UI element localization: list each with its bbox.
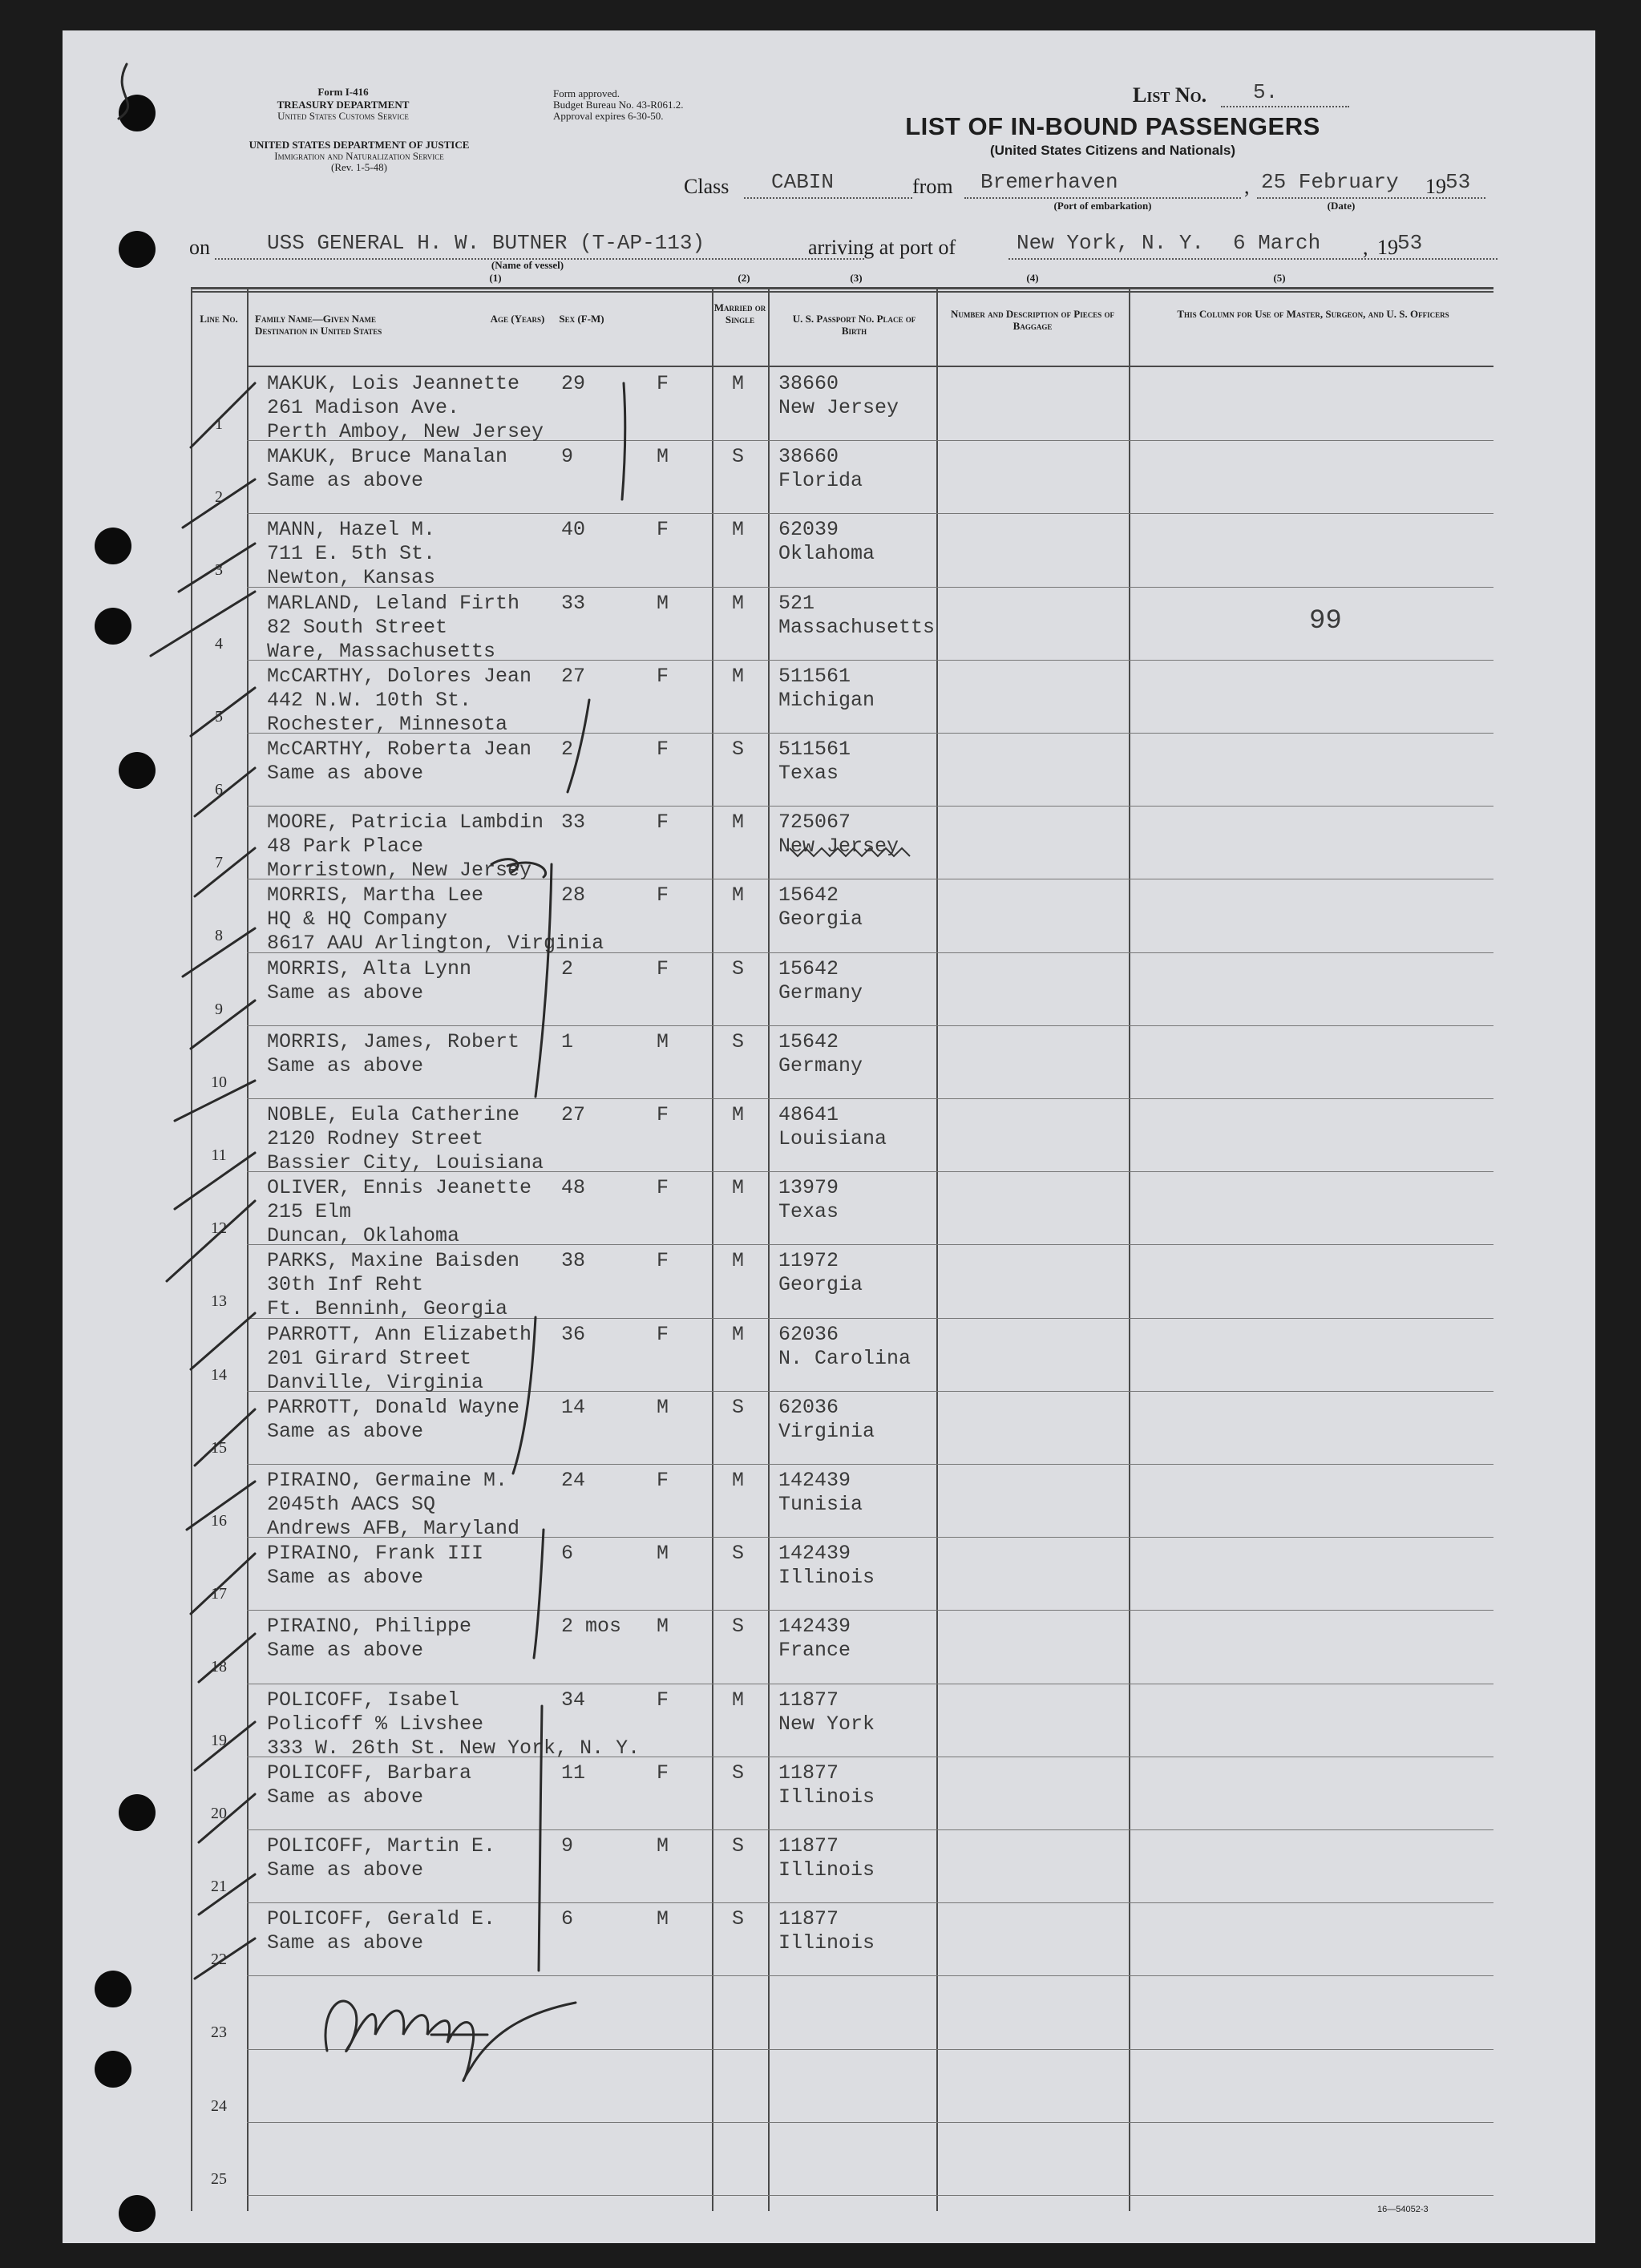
on-label: on xyxy=(189,236,210,259)
line-number: 24 xyxy=(211,2096,227,2115)
passport-number: 11877 xyxy=(778,1907,839,1931)
check-mark xyxy=(191,1001,255,1049)
passenger-age: 1 xyxy=(561,1029,574,1053)
passenger-marital: S xyxy=(732,1395,745,1419)
passenger-address: HQ & HQ Company xyxy=(267,908,448,932)
line-number: 23 xyxy=(211,2023,227,2042)
passenger-address: 2045th AACS SQ xyxy=(267,1493,436,1516)
passenger-marital: M xyxy=(732,1249,745,1273)
passenger-sex: F xyxy=(657,811,669,835)
footer-code: 16—54052-3 xyxy=(1377,2205,1429,2214)
check-mark xyxy=(199,1634,255,1682)
passenger-address: Same as above xyxy=(267,1419,424,1443)
margin-note: 99 xyxy=(1309,606,1342,637)
from-value: Bremerhaven xyxy=(980,170,1118,194)
passenger-marital: S xyxy=(732,1029,745,1053)
passenger-name: MAKUK, Bruce Manalan xyxy=(267,445,508,469)
passenger-city: Duncan, Oklahoma xyxy=(267,1224,460,1248)
passenger-name: PARROTT, Donald Wayne xyxy=(267,1395,520,1419)
place-of-birth: Oklahoma xyxy=(778,542,875,566)
line-number: 15 xyxy=(211,1438,227,1457)
hdr-officers: This Column for Use of Master, Surgeon, and U. S. Officers xyxy=(1177,308,1449,320)
form-number: Form I-416 xyxy=(317,86,369,98)
line-number: 17 xyxy=(211,1585,227,1603)
place-of-birth: Illinois xyxy=(778,1785,875,1809)
passenger-city: Bassier City, Louisiana xyxy=(267,1151,544,1174)
place-of-birth: Georgia xyxy=(778,1273,863,1297)
check-mark xyxy=(199,1794,255,1842)
line-number: 19 xyxy=(211,1731,227,1749)
check-mark xyxy=(199,1874,255,1914)
passenger-address: Same as above xyxy=(267,469,424,493)
departure-year: 53 xyxy=(1445,170,1471,194)
page-subtitle: (United States Citizens and Nationals) xyxy=(989,143,1236,158)
arrival-year: 53 xyxy=(1397,231,1423,255)
line-number: 8 xyxy=(215,927,223,945)
annotation-scribble xyxy=(491,859,546,877)
passenger-marital: M xyxy=(732,1176,745,1200)
passport-number: 11877 xyxy=(778,1688,839,1712)
passport-number: 142439 xyxy=(778,1469,851,1492)
passport-number: 11877 xyxy=(778,1761,839,1785)
from-label: from xyxy=(912,175,953,198)
passenger-age: 2 xyxy=(561,738,574,761)
customs-service: United States Customs Service xyxy=(277,110,409,122)
check-mark xyxy=(175,1081,255,1121)
passenger-age: 9 xyxy=(561,445,574,469)
passenger-age: 11 xyxy=(561,1761,586,1785)
line-number: 2 xyxy=(215,488,223,507)
passenger-sex: M xyxy=(657,591,669,615)
line-number: 1 xyxy=(215,415,223,433)
line-number: 7 xyxy=(215,854,223,872)
place-of-birth: Germany xyxy=(778,980,863,1005)
list-number: 5. xyxy=(1253,80,1279,104)
comma: , xyxy=(1244,175,1250,198)
line-number: 9 xyxy=(215,1000,223,1018)
passenger-sex: F xyxy=(657,518,669,542)
treasury-dept: TREASURY DEPARTMENT xyxy=(277,99,410,111)
check-mark xyxy=(175,1153,255,1209)
passenger-sex: F xyxy=(657,883,669,908)
passenger-marital: S xyxy=(732,1761,745,1785)
passenger-age: 27 xyxy=(561,664,586,688)
passenger-sex: M xyxy=(657,1834,669,1858)
passenger-name: PIRAINO, Philippe xyxy=(267,1615,472,1639)
place-of-birth: Illinois xyxy=(778,1566,875,1590)
passenger-address: 711 E. 5th St. xyxy=(267,542,436,566)
place-of-birth: Florida xyxy=(778,469,863,493)
place-of-birth: Michigan xyxy=(778,688,875,712)
passenger-name: PARROTT, Ann Elizabeth xyxy=(267,1322,532,1346)
passport-number: 13979 xyxy=(778,1176,839,1200)
line-number: 12 xyxy=(211,1219,227,1238)
passenger-age: 2 xyxy=(561,956,574,980)
passenger-name: MORRIS, Martha Lee xyxy=(267,883,484,908)
passenger-address: Same as above xyxy=(267,980,424,1005)
passenger-name: POLICOFF, Martin E. xyxy=(267,1834,496,1858)
passenger-address: 30th Inf Reht xyxy=(267,1273,424,1297)
line-number: 16 xyxy=(211,1512,227,1530)
line-number: 21 xyxy=(211,1878,227,1895)
passenger-sex: M xyxy=(657,1615,669,1639)
passenger-age: 2 mos xyxy=(561,1615,622,1639)
check-mark xyxy=(191,383,255,447)
passenger-name: McCARTHY, Roberta Jean xyxy=(267,738,532,761)
class-label: Class xyxy=(684,175,730,198)
passenger-marital: M xyxy=(732,1688,745,1712)
passenger-marital: S xyxy=(732,1542,745,1566)
passenger-marital: M xyxy=(732,591,745,615)
passenger-address: Same as above xyxy=(267,1639,424,1663)
passenger-city: 8617 AAU Arlington, Virginia xyxy=(267,932,604,956)
vessel-caption: (Name of vessel) xyxy=(491,259,564,271)
passenger-name: PARKS, Maxine Baisden xyxy=(267,1249,520,1273)
passenger-city: Danville, Virginia xyxy=(267,1370,484,1394)
place-of-birth: Massachusetts xyxy=(778,615,936,639)
bracket-mark xyxy=(534,1530,544,1658)
passenger-marital: S xyxy=(732,1615,745,1639)
passport-number: 511561 xyxy=(778,738,851,761)
passenger-name: OLIVER, Ennis Jeanette xyxy=(267,1176,532,1200)
line-number: 4 xyxy=(215,634,223,653)
passport-number: 142439 xyxy=(778,1542,851,1566)
line-number: 18 xyxy=(211,1658,227,1676)
passenger-name: MANN, Hazel M. xyxy=(267,518,436,542)
hdr-baggage: Number and Description of Pieces of Baggage xyxy=(951,308,1114,332)
budget-bureau: Budget Bureau No. 43-R061.2. xyxy=(553,99,684,111)
passenger-sex: M xyxy=(657,1907,669,1931)
passenger-city: Ware, Massachusetts xyxy=(267,639,496,663)
passenger-address: 442 N.W. 10th St. xyxy=(267,688,472,712)
passenger-marital: M xyxy=(732,811,745,835)
line-number: 10 xyxy=(211,1073,227,1091)
list-label: List No. xyxy=(1133,83,1207,107)
passenger-age: 28 xyxy=(561,883,586,908)
check-mark xyxy=(195,768,255,816)
passenger-address: 215 Elm xyxy=(267,1200,352,1224)
passenger-name: MAKUK, Lois Jeannette xyxy=(267,372,520,395)
check-mark xyxy=(195,1722,255,1770)
passenger-name: POLICOFF, Barbara xyxy=(267,1761,472,1785)
passenger-age: 40 xyxy=(561,518,586,542)
passenger-address: Same as above xyxy=(267,1566,424,1590)
line-number: 6 xyxy=(215,781,223,798)
bracket-mark xyxy=(513,1317,536,1474)
passenger-sex: F xyxy=(657,664,669,688)
passenger-address: Same as above xyxy=(267,1858,424,1882)
passport-number: 48641 xyxy=(778,1103,839,1126)
passenger-city: 333 W. 26th St. New York, N. Y. xyxy=(267,1736,641,1760)
passenger-sex: F xyxy=(657,1688,669,1712)
passenger-city: Rochester, Minnesota xyxy=(267,712,508,736)
arrival-port: New York, N. Y. xyxy=(1017,231,1205,255)
port-caption: (Port of embarkation) xyxy=(1053,200,1152,212)
form-approved: Form approved. xyxy=(553,87,620,99)
passenger-address: Same as above xyxy=(267,1053,424,1077)
line-number: 5 xyxy=(215,707,223,726)
passenger-address: Policoff % Livshee xyxy=(267,1712,484,1736)
passport-number: 38660 xyxy=(778,372,839,395)
passport-number: 62036 xyxy=(778,1395,839,1419)
passenger-age: 33 xyxy=(561,591,586,615)
passenger-name: POLICOFF, Isabel xyxy=(267,1688,460,1712)
place-of-birth: N. Carolina xyxy=(778,1346,911,1370)
hdr-name: Family Name—Given Name Destination in United States xyxy=(255,313,382,337)
passenger-age: 27 xyxy=(561,1103,586,1126)
passenger-address: Same as above xyxy=(267,1785,424,1809)
arrival-date: 6 March xyxy=(1233,231,1321,255)
date-caption: (Date) xyxy=(1327,200,1356,212)
passenger-city: Perth Amboy, New Jersey xyxy=(267,420,544,443)
vessel-name: USS GENERAL H. W. BUTNER (T-AP-113) xyxy=(267,231,705,255)
passport-number: 38660 xyxy=(778,445,839,469)
passenger-name: MORRIS, Alta Lynn xyxy=(267,956,472,980)
passenger-city: Morristown, New Jersey xyxy=(267,859,532,883)
passenger-age: 6 xyxy=(561,1907,574,1931)
place-of-birth: New York xyxy=(778,1712,875,1736)
passenger-marital: S xyxy=(732,738,745,761)
place-of-birth: New Jersey xyxy=(778,396,899,419)
passenger-marital: M xyxy=(732,518,745,542)
signature xyxy=(325,2001,576,2080)
place-of-birth: Germany xyxy=(778,1053,863,1077)
col-num-1: (1) xyxy=(489,272,502,284)
passenger-marital: M xyxy=(732,1103,745,1126)
check-mark xyxy=(191,1554,255,1614)
passenger-name: PIRAINO, Frank III xyxy=(267,1542,484,1566)
passenger-address: Same as above xyxy=(267,762,424,785)
passenger-age: 38 xyxy=(561,1249,586,1273)
place-of-birth: Georgia xyxy=(778,908,863,932)
place-of-birth: France xyxy=(778,1639,851,1663)
passenger-marital: S xyxy=(732,1907,745,1931)
passenger-sex: F xyxy=(657,1322,669,1346)
passenger-sex: F xyxy=(657,1176,669,1200)
place-of-birth: Virginia xyxy=(778,1419,875,1443)
corner-mark xyxy=(119,64,128,119)
check-mark xyxy=(183,928,255,976)
passenger-address: 48 Park Place xyxy=(267,835,424,859)
passenger-marital: M xyxy=(732,664,745,688)
passenger-age: 9 xyxy=(561,1834,574,1858)
check-mark xyxy=(151,592,255,656)
passenger-sex: F xyxy=(657,956,669,980)
passenger-name: MOORE, Patricia Lambdin xyxy=(267,811,544,835)
passenger-sex: M xyxy=(657,445,669,469)
passport-number: 725067 xyxy=(778,811,851,835)
hdr-passport: U. S. Passport No. Place of Birth xyxy=(792,313,916,337)
arrival-year-prefix: 19 xyxy=(1377,236,1398,259)
revision: (Rev. 1-5-48) xyxy=(331,161,387,173)
place-of-birth: Texas xyxy=(778,1200,839,1224)
passenger-marital: M xyxy=(732,372,745,395)
col-num-3: (3) xyxy=(850,272,863,284)
passenger-sex: F xyxy=(657,738,669,761)
passport-number: 15642 xyxy=(778,956,839,980)
passenger-age: 24 xyxy=(561,1469,586,1492)
place-of-birth: Louisiana xyxy=(778,1127,887,1150)
passport-number: 15642 xyxy=(778,883,839,908)
passport-number: 15642 xyxy=(778,1029,839,1053)
passenger-city: Ft. Benninh, Georgia xyxy=(267,1297,508,1321)
hdr-sex: Sex (F-M) xyxy=(559,313,604,325)
doj: UNITED STATES DEPARTMENT OF JUSTICE xyxy=(249,139,470,151)
passport-number: 511561 xyxy=(778,664,851,688)
bracket-mark xyxy=(622,383,625,499)
page-title: LIST OF IN-BOUND PASSENGERS xyxy=(905,112,1320,140)
passport-number: 142439 xyxy=(778,1615,851,1639)
hdr-line-no: Line No. xyxy=(200,313,238,325)
check-mark xyxy=(187,1482,255,1530)
bracket-mark xyxy=(539,1706,542,1971)
passenger-marital: M xyxy=(732,1469,745,1492)
passenger-sex: M xyxy=(657,1542,669,1566)
strikethrough-mark xyxy=(790,848,910,856)
passenger-marital: S xyxy=(732,1834,745,1858)
year-prefix: 19 xyxy=(1425,175,1446,198)
line-number: 13 xyxy=(211,1292,227,1311)
passport-number: 11972 xyxy=(778,1249,839,1273)
place-of-birth: Texas xyxy=(778,762,839,785)
check-mark xyxy=(191,688,255,736)
passenger-sex: F xyxy=(657,1761,669,1785)
class-value: CABIN xyxy=(771,170,835,194)
passport-number: 62039 xyxy=(778,518,839,542)
line-number: 3 xyxy=(215,561,223,580)
passenger-age: 48 xyxy=(561,1176,586,1200)
line-number: 11 xyxy=(211,1146,227,1164)
passenger-sex: F xyxy=(657,1249,669,1273)
place-of-birth: New Jersey xyxy=(778,835,899,859)
passenger-age: 34 xyxy=(561,1688,586,1712)
passenger-marital: M xyxy=(732,883,745,908)
passenger-age: 29 xyxy=(561,372,586,395)
arriving-label: arriving at port of xyxy=(808,236,956,259)
passenger-address: 261 Madison Ave. xyxy=(267,396,460,419)
passenger-age: 14 xyxy=(561,1395,586,1419)
hdr-age: Age (Years) xyxy=(490,313,545,325)
passenger-name: McCARTHY, Dolores Jean xyxy=(267,664,532,688)
departure-date: 25 February xyxy=(1261,170,1399,194)
arrival-comma: , xyxy=(1363,236,1368,259)
ins: Immigration and Naturalization Service xyxy=(274,150,444,162)
passenger-name: NOBLE, Eula Catherine xyxy=(267,1103,520,1126)
bracket-mark xyxy=(536,864,552,1097)
passenger-marital: S xyxy=(732,445,745,469)
line-number: 22 xyxy=(211,1951,227,1969)
col-num-4: (4) xyxy=(1026,272,1039,284)
passenger-name: POLICOFF, Gerald E. xyxy=(267,1907,496,1931)
passenger-age: 36 xyxy=(561,1322,586,1346)
check-mark xyxy=(167,1201,255,1281)
manifest-page xyxy=(63,30,1595,2243)
passenger-sex: M xyxy=(657,1395,669,1419)
passenger-age: 6 xyxy=(561,1542,574,1566)
passenger-address: Same as above xyxy=(267,1931,424,1955)
place-of-birth: Illinois xyxy=(778,1931,875,1955)
passenger-city: Andrews AFB, Maryland xyxy=(267,1517,520,1540)
line-number: 25 xyxy=(211,2169,227,2188)
hdr-married: Married or Single xyxy=(713,301,766,325)
check-mark xyxy=(195,1939,255,1979)
passenger-address: 2120 Rodney Street xyxy=(267,1127,484,1150)
place-of-birth: Tunisia xyxy=(778,1493,863,1516)
passenger-sex: F xyxy=(657,1103,669,1126)
col-num-5: (5) xyxy=(1273,272,1286,284)
passenger-name: PIRAINO, Germaine M. xyxy=(267,1469,508,1492)
passenger-sex: M xyxy=(657,1029,669,1053)
passport-number: 62036 xyxy=(778,1322,839,1346)
passport-number: 521 xyxy=(778,591,815,615)
passenger-sex: F xyxy=(657,372,669,395)
passenger-name: MARLAND, Leland Firth xyxy=(267,591,520,615)
line-number: 20 xyxy=(211,1804,227,1822)
passenger-name: MORRIS, James, Robert xyxy=(267,1029,520,1053)
bracket-mark xyxy=(568,700,589,792)
passenger-city: Newton, Kansas xyxy=(267,566,436,590)
col-num-2: (2) xyxy=(738,272,750,284)
passenger-age: 33 xyxy=(561,811,586,835)
check-mark xyxy=(179,544,255,592)
passenger-address: 82 South Street xyxy=(267,615,448,639)
passenger-sex: F xyxy=(657,1469,669,1492)
passenger-address: 201 Girard Street xyxy=(267,1346,472,1370)
check-mark xyxy=(183,479,255,528)
handwritten-marks xyxy=(63,30,1595,2243)
check-mark xyxy=(191,1313,255,1369)
place-of-birth: Illinois xyxy=(778,1858,875,1882)
passport-number: 11877 xyxy=(778,1834,839,1858)
line-number: 14 xyxy=(211,1365,227,1384)
approval-expires: Approval expires 6-30-50. xyxy=(553,110,664,122)
check-mark xyxy=(195,1409,255,1466)
passenger-marital: M xyxy=(732,1322,745,1346)
passenger-marital: S xyxy=(732,956,745,980)
check-mark xyxy=(195,848,255,896)
